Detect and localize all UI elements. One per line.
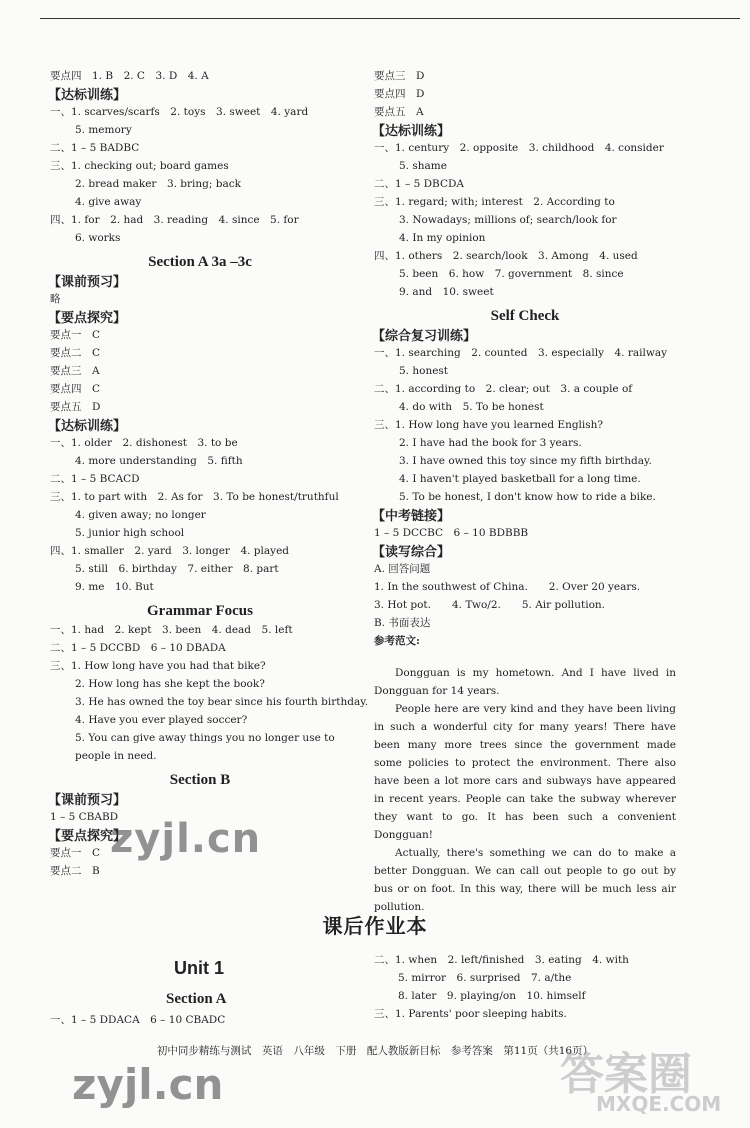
answer-line: 要点三 D (374, 70, 425, 82)
answer-line: 一、1. scarves/scarfs 2. toys 3. sweet 4. yard (50, 106, 309, 118)
page-footer: 初中同步精练与测试 英语 八年级 下册 配人教版新目标 参考答案 第11页（共16页） (156, 1045, 594, 1057)
answer-line: 5. still 6. birthday 7. either 8. part (75, 563, 279, 575)
answer-line: 二、1. according to 2. clear; out 3. a couple of (374, 383, 633, 395)
answer-line: 4. I haven't played basketball for a long time. (399, 473, 641, 485)
answer-line: 3. Nowadays; millions of; search/look for (399, 214, 617, 226)
answer-line: 三、1. regard; with; interest 2. According to (374, 196, 615, 208)
answer-line: 3. I have owned this toy since my fifth birthday. (399, 455, 652, 467)
subsection-heading: 【达标训练】 (372, 124, 451, 139)
answer-line: 2. How long has she kept the book? (75, 678, 265, 690)
answer-line: 要点四 1. B 2. C 3. D 4. A (50, 70, 209, 82)
bottom-section-title: 课后作业本 (322, 914, 428, 938)
answer-line: 6. works (75, 232, 121, 244)
answer-line: 5. To be honest, I don't know how to ride a bike. (399, 491, 656, 503)
answer-line: 4. Have you ever played soccer? (75, 714, 248, 726)
subsection-heading: 【要点探究】 (48, 311, 127, 326)
answer-line: 4. do with 5. To be honest (399, 401, 544, 413)
answer-line: 参考范文: (374, 635, 420, 647)
subsection-heading: 【综合复习训练】 (372, 329, 477, 344)
watermark-bottom: zyjl.cn (72, 1060, 224, 1109)
answer-line: 3. He has owned the toy bear since his fourth birthday. (75, 696, 369, 708)
section-heading: Self Check (490, 308, 560, 324)
answer-line: 二、1. when 2. left/finished 3. eating 4. with (374, 954, 629, 966)
answer-line: 1 – 5 DCCBC 6 – 10 BDBBB (374, 527, 529, 539)
answer-line: 要点二 C (50, 347, 101, 359)
answer-line: A. 回答问题 (374, 563, 431, 575)
section-heading: Section A 3a –3c (148, 254, 252, 270)
answer-line: 4. given away; no longer (75, 509, 206, 521)
answer-line: 5. honest (399, 365, 449, 377)
answer-line: 一、1. century 2. opposite 3. childhood 4. consider (374, 142, 664, 154)
answer-line: 要点五 D (50, 401, 101, 413)
answer-line: 8. later 9. playing/on 10. himself (398, 990, 586, 1002)
answer-line: 4. In my opinion (399, 232, 486, 244)
answer-line: 一、1. had 2. kept 3. been 4. dead 5. left (50, 624, 293, 636)
answer-line: 1. In the southwest of China. 2. Over 20 years. (374, 581, 641, 593)
answer-line: 三、1. How long have you had that bike? (50, 660, 266, 672)
answer-line: 要点四 D (374, 88, 425, 100)
answer-line: 三、1. to part with 2. As for 3. To be honest/truthful (50, 491, 339, 503)
section-heading: Grammar Focus (147, 603, 253, 619)
answer-line: 要点三 A (50, 365, 100, 377)
unit-heading: Unit 1 (174, 958, 225, 978)
subsection-heading: 【课前预习】 (48, 793, 127, 808)
answer-line: 要点四 C (50, 383, 101, 395)
answer-line: 1 – 5 CBABD (50, 811, 119, 823)
answer-line: 5. shame (399, 160, 447, 172)
subsection-heading: 【课前预习】 (48, 275, 127, 290)
subsection-heading: 【达标训练】 (48, 419, 127, 434)
answer-line: 5. been 6. how 7. government 8. since (399, 268, 624, 280)
answer-line: 四、1. for 2. had 3. reading 4. since 5. for (50, 214, 299, 226)
answer-line: 三、1. Parents' poor sleeping habits. (374, 1008, 567, 1020)
essay-paragraph: People here are very kind and they have been living in such a wonderful city for many years! There have been many more trees since the government made some policies to protect the environment. There also have been a lot more cars and subways have appeared in recent years. People can take the subway wherever they want to go. It has been such a convenient Dongguan! (374, 703, 676, 841)
answer-line: 3. Hot pot. 4. Two/2. 5. Air pollution. (374, 599, 606, 611)
answer-line: 5. You can give away things you no longer use to (75, 732, 335, 744)
subsection-heading: 【中考链接】 (372, 509, 451, 524)
answer-line: 二、1 – 5 DBCDA (374, 178, 464, 190)
subsection-heading: 【读写综合】 (372, 545, 451, 560)
essay-paragraph: Dongguan is my hometown. And I have lived in Dongguan for 14 years. (374, 667, 676, 697)
answer-line: 四、1. smaller 2. yard 3. longer 4. played (50, 545, 290, 557)
answer-line: 要点五 A (374, 106, 424, 118)
section-heading: Section B (169, 772, 231, 788)
answer-line: 二、1 – 5 DCCBD 6 – 10 DBADA (50, 642, 226, 654)
answer-line: 9. me 10. But (75, 581, 154, 593)
answer-line: 略 (50, 293, 61, 305)
section-heading: Section A (166, 991, 227, 1007)
subsection-heading: 【达标训练】 (48, 88, 127, 103)
subsection-heading: 【要点探究】 (48, 829, 127, 844)
answer-line: 2. bread maker 3. bring; back (75, 178, 241, 190)
model-essay (374, 664, 676, 916)
answer-line: 4. more understanding 5. fifth (75, 455, 243, 467)
answer-line: 三、1. How long have you learned English? (374, 419, 604, 431)
answer-line: people in need. (75, 750, 157, 762)
answer-line: 二、1 – 5 BADBC (50, 142, 140, 154)
answer-line: 4. give away (75, 196, 142, 208)
answer-line: 要点一 C (50, 329, 101, 341)
answer-line: 二、1 – 5 BCACD (50, 473, 140, 485)
watermark-logo: 答案圈 (560, 1049, 692, 1100)
answer-line: 要点二 B (50, 865, 100, 877)
answer-line: 四、1. others 2. search/look 3. Among 4. used (374, 250, 638, 262)
answer-line: 要点一 C (50, 847, 101, 859)
watermark: zyjl.cn (110, 816, 262, 862)
answer-line: B. 书面表达 (374, 617, 431, 629)
answer-line: 9. and 10. sweet (399, 286, 494, 298)
watermark-url: MXQE.COM (596, 1092, 722, 1116)
answer-line: 一、1. searching 2. counted 3. especially 4. railway (374, 347, 668, 359)
answer-line: 5. mirror 6. surprised 7. a/the (398, 972, 572, 984)
essay-paragraph: Actually, there's something we can do to make a better Dongguan. We can call out people to go out by bus or on foot. In this way, there will be much less air pollution. (374, 847, 676, 913)
header-rule (40, 0, 740, 19)
answer-line: 一、1. older 2. dishonest 3. to be (50, 437, 238, 449)
answer-line: 一、1 – 5 DDACA 6 – 10 CBADC (50, 1014, 226, 1026)
answer-line: 2. I have had the book for 3 years. (399, 437, 582, 449)
answer-line: 5. junior high school (75, 527, 185, 539)
answer-line: 5. memory (75, 124, 132, 136)
answer-line: 三、1. checking out; board games (50, 160, 229, 172)
